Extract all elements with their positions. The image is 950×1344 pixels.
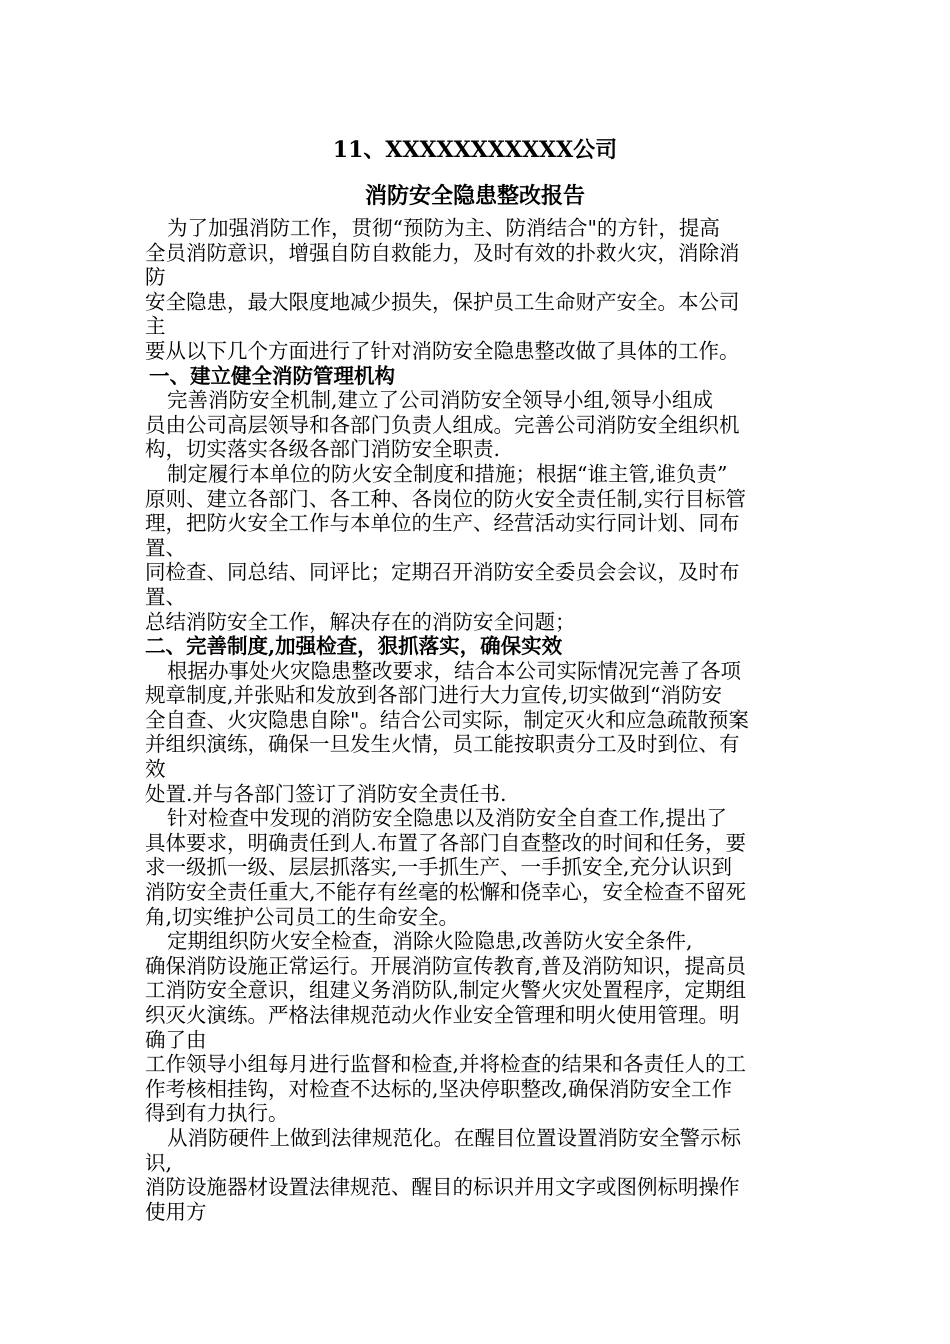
- text-line: 制定履行本单位的防火安全制度和措施；根据“谁主管,谁负责”: [167, 461, 728, 486]
- text-line: 置、: [145, 584, 186, 609]
- text-line: 并组织演练，确保一旦发生火情，员工能按职责分工及时到位、有: [145, 732, 740, 757]
- text-line: 针对检查中发现的消防安全隐患以及消防安全自查工作,提出了: [167, 806, 728, 831]
- text-line: 工消防安全意识，组建义务消防队,制定火警火灾处置程序，定期组: [145, 978, 747, 1003]
- text-line: 得到有力执行。: [145, 1101, 289, 1126]
- text-line: 定期组织防火安全检查，消除火险隐患,改善防火安全条件,: [167, 929, 693, 954]
- text-line: 原则、建立各部门、各工种、各岗位的防火安全责任制,实行目标管: [145, 486, 747, 511]
- text-line: 消防设施器材设置法律规范、醒目的标识并用文字或图例标明操作: [145, 1175, 740, 1200]
- text-line: 根据办事处火灾隐患整改要求，结合本公司实际情况完善了各项: [167, 658, 741, 683]
- text-line: 工作领导小组每月进行监督和检查,并将检查的结果和各责任人的工: [145, 1052, 747, 1077]
- text-line: 置、: [145, 535, 186, 560]
- text-line: 使用方: [145, 1199, 207, 1224]
- text-line: 识,: [145, 1150, 173, 1175]
- text-line: 织灭火演练。严格法律规范动火作业安全管理和明火使用管理。明: [145, 1003, 740, 1027]
- text-line: 要从以下几个方面进行了针对消防安全隐患整改做了具体的工作。: [145, 338, 740, 363]
- text-line: 处置.并与各部门签订了消防安全责任书.: [145, 781, 507, 806]
- text-line: 消防安全责任重大,不能存有丝毫的松懈和侥幸心，安全检查不留死: [145, 880, 747, 905]
- text-line: 员由公司高层领导和各部门负责人组成。完善公司消防安全组织机: [145, 412, 740, 437]
- text-line: 效: [145, 757, 166, 782]
- text-line: 求一级抓一级、层层抓落实,一手抓生产、一手抓安全,充分认识到: [145, 855, 733, 880]
- document-page: [145, 128, 805, 1224]
- document-subtitle: 消防安全隐患整改报告: [364, 183, 585, 209]
- text-line: 确保消防设施正常运行。开展消防宣传教育,普及消防知识，提高员: [145, 953, 747, 978]
- text-line: 完善消防安全机制,建立了公司消防安全领导小组,领导小组成: [167, 388, 714, 413]
- text-line: 从消防硬件上做到法律规范化。在醒目位置设置消防安全警示标: [167, 1125, 741, 1150]
- text-line: 构，切实落实各级各部门消防安全职责.: [145, 437, 501, 462]
- text-line: 角,切实维护公司员工的生命安全。: [145, 904, 460, 929]
- text-line: 总结消防安全工作，解决存在的消防安全问题；: [145, 609, 576, 634]
- text-line: 防: [145, 265, 166, 290]
- text-line: 具体要求，明确责任到人.布置了各部门自查整改的时间和任务，要: [145, 830, 747, 855]
- text-line: 理，把防火安全工作与本单位的生产、经营活动实行同计划、同布: [145, 511, 740, 536]
- document-title: 11、XXXXXXXXXXX公司: [332, 137, 618, 163]
- text-line: 为了加强消防工作，贯彻“预防为主、防消结合"的方针，提高: [167, 216, 720, 240]
- text-line: 作考核相挂钩，对检查不达标的,坚决停职整改,确保消防安全工作: [145, 1076, 733, 1101]
- text-line: 安全隐患，最大限度地减少损失，保护员工生命财产安全。本公司: [145, 289, 740, 314]
- text-line: 同检查、同总结、同评比；定期召开消防安全委员会会议，及时布: [145, 560, 740, 585]
- text-line: 确了由: [145, 1027, 207, 1052]
- text-line: 主: [145, 314, 166, 339]
- section-heading-2: 二、完善制度,加强检查，狠抓落实，确保实效: [145, 634, 563, 659]
- text-line: 规章制度,并张贴和发放到各部门进行大力宣传,切实做到“消防安: [145, 683, 723, 708]
- text-line: 全员消防意识，增强自防自救能力，及时有效的扑救火灾，消除消: [145, 240, 740, 265]
- section-heading-1: 一、建立健全消防管理机构: [149, 363, 395, 388]
- text-line: 全自查、火灾隐患自除"。结合公司实际，制定灭火和应急疏散预案: [145, 707, 749, 732]
